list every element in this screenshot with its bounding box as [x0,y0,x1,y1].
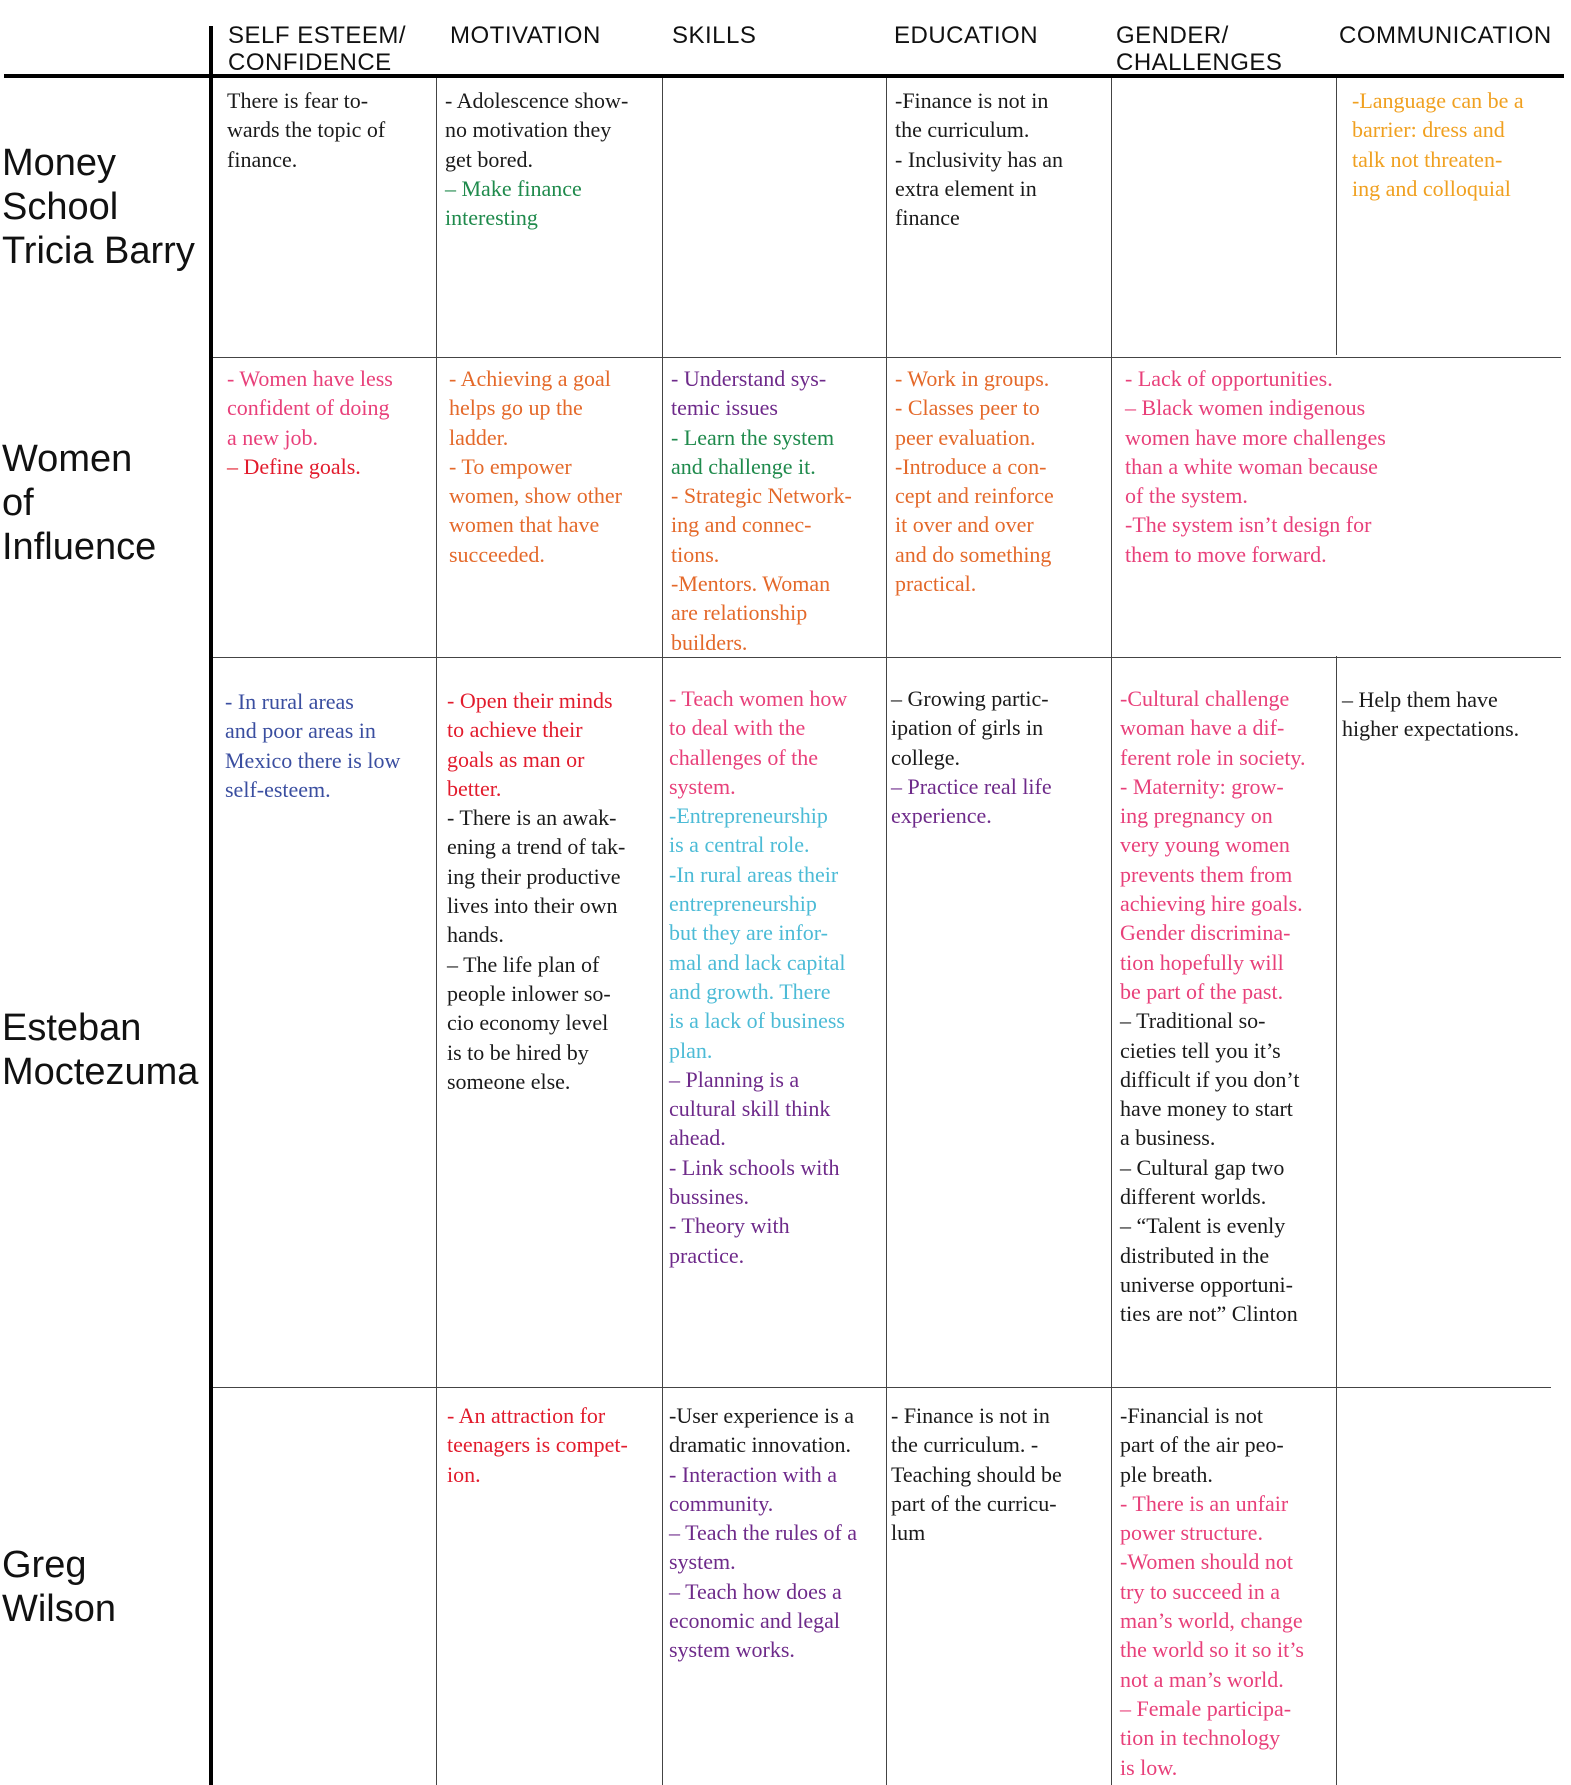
cell-text-line: – Cultural gap two [1120,1154,1285,1180]
cell-text-line: lum [891,1520,926,1546]
column-divider [1111,78,1112,1785]
cell-text-line: ing and connec- [671,512,812,538]
cell-text-line: - Strategic Network- [671,483,852,509]
row-label-money-school [2,141,195,273]
cell-text-line: distributed in the [1120,1242,1270,1268]
row-label-line: Influence [2,526,157,568]
row-label-line: Tricia Barry [2,230,195,272]
header-education [894,22,1038,49]
cell-text-line: plan. [669,1037,713,1063]
cell-text-line: is low. [1120,1754,1178,1780]
cell-text-line: -The system isn’t design for [1125,512,1372,538]
cell-text-line: have money to start [1120,1096,1293,1122]
cell-text-line: tions. [671,541,720,567]
cell-text-line: - Lack of opportunities. [1125,366,1333,391]
cell-text-line: -Mentors. Woman [671,571,831,597]
cell-text-line: - There is an awak- [447,805,617,831]
cell-money-school-motivation [445,86,628,232]
row-label-line: of [2,482,34,524]
cell-text-line: -User experience is a [669,1403,855,1428]
cell-text-line: talk not threaten- [1352,146,1503,172]
row-label-line: School [2,186,119,228]
cell-text-line: goals as man or [447,746,585,772]
cell-text-line: cio economy level [447,1010,609,1036]
header-line: SKILLS [672,22,757,49]
cell-greg-wilson-motivation [447,1401,628,1489]
cell-women-of-influence-self-esteem [227,364,393,481]
cell-text-line: no motivation they [445,117,612,143]
cell-text-line: -Introduce a con- [895,453,1047,479]
cell-text-line: try to succeed in a [1120,1578,1281,1604]
cell-text-line: -Finance is not in [895,88,1049,113]
cell-text-line: wards the topic of [227,117,386,143]
cell-text-line: – Black women indigenous [1125,395,1366,421]
cell-text-line: - Work in groups. [895,366,1050,391]
cell-text-line: it over and over [895,512,1034,538]
header-line: GENDER/ [1116,22,1229,49]
cell-text-line: -Women should not [1120,1549,1293,1575]
cell-esteban-moctezuma-motivation [447,686,625,1096]
cell-text-line: - Achieving a goal [449,366,611,391]
cell-text-line: Teaching should be [891,1461,1062,1487]
cell-text-line: ening a trend of tak- [447,834,626,860]
cell-text-line: difficult if you don’t [1120,1066,1300,1092]
header-line: SELF ESTEEM/ [228,22,407,49]
cell-text-line: - Finance is not in [891,1403,1050,1428]
cell-text-line: experience. [891,803,992,829]
cell-greg-wilson-skills [669,1401,857,1665]
cell-text-line: be part of the past. [1120,978,1284,1004]
cell-text-line: mal and lack capital [669,949,846,975]
cell-text-line: teenagers is compet- [447,1432,628,1458]
row-label-line: Women [2,438,133,480]
cell-esteban-moctezuma-gender [1120,684,1306,1329]
row-label-greg-wilson [2,1543,116,1631]
header-skills [672,22,756,49]
cell-text-line: different worlds. [1120,1184,1267,1210]
cell-text-line: -Cultural challenge [1120,686,1290,711]
cell-text-line: bussines. [669,1184,750,1210]
cell-text-line: is to be hired by [447,1039,589,1065]
cell-text-line: not a man’s world. [1120,1666,1284,1692]
cell-text-line: extra element in [895,175,1037,201]
cell-text-line: – Growing partic- [891,686,1049,711]
cell-text-line: economic and legal [669,1608,841,1634]
cell-text-line: and poor areas in [225,718,376,744]
cell-text-line: the world so it so it’s [1120,1637,1304,1663]
cell-text-line: dramatic innovation. [669,1432,852,1458]
cell-text-line: part of the air peo- [1120,1432,1284,1458]
cell-text-line: are relationship [671,600,808,626]
cell-text-line: practical. [895,571,977,597]
cell-text-line: - In rural areas [225,689,354,714]
cell-text-line: ipation of girls in [891,715,1044,741]
cell-text-line: – Planning is a [669,1066,800,1092]
cell-text-line: – Female participa- [1120,1695,1292,1721]
row-divider [213,657,1561,658]
cell-women-of-influence-skills [671,364,852,657]
cell-esteban-moctezuma-communication [1342,685,1519,744]
cell-text-line: – Define goals. [227,453,361,479]
cell-money-school-communication [1352,86,1524,203]
cell-text-line: community. [669,1490,774,1516]
cell-text-line: system. [669,1549,736,1575]
cell-text-line: - Open their minds [447,688,613,713]
cell-text-line: - Inclusivity has an [895,146,1064,172]
row-label-women-of-influence [2,437,156,569]
cell-text-line: is a central role. [669,832,810,858]
cell-text-line: universe opportuni- [1120,1271,1293,1297]
cell-text-line: – Help them have [1342,687,1498,712]
cell-text-line: them to move forward. [1125,541,1327,567]
cell-text-line: - Interaction with a [669,1461,837,1487]
cell-text-line: ing and colloquial [1352,175,1511,201]
cell-text-line: peer evaluation. [895,424,1036,450]
header-line: COMMUNICATION [1339,22,1552,49]
cell-text-line: -In rural areas their [669,861,839,887]
cell-text-line: ion. [447,1461,481,1487]
cell-text-line: part of the curricu- [891,1490,1057,1516]
cell-text-line: cieties tell you it’s [1120,1037,1281,1063]
cell-greg-wilson-education [891,1401,1062,1547]
header-line: CHALLENGES [1116,49,1283,76]
cell-text-line: – Practice real life [891,773,1052,799]
column-divider [1336,78,1337,355]
cell-text-line: -Language can be a [1352,88,1524,113]
cell-text-line: – Teach the rules of a [669,1520,858,1546]
header-gender [1116,22,1282,76]
cell-text-line: - Women have less [227,366,393,391]
cell-text-line: ferent role in society. [1120,744,1306,770]
cell-text-line: to achieve their [447,717,583,743]
cell-text-line: ing their productive [447,863,621,889]
cell-text-line: ple breath. [1120,1461,1213,1487]
cell-text-line: than a white woman because [1125,453,1378,479]
cell-text-line: man’s world, change [1120,1608,1303,1634]
cell-text-line: a new job. [227,424,319,450]
cell-text-line: challenges of the [669,744,819,770]
cell-text-line: prevents them from [1120,861,1293,887]
cell-greg-wilson-gender [1120,1401,1304,1782]
cell-text-line: a business. [1120,1125,1216,1151]
cell-women-of-influence-motivation [449,364,622,569]
cell-text-line: finance [895,205,960,231]
cell-text-line: tion hopefully will [1120,949,1284,975]
column-divider [436,78,437,1785]
cell-text-line: - Link schools with [669,1154,840,1180]
cell-text-line: of the system. [1125,483,1248,509]
cell-text-line: - There is an unfair [1120,1490,1289,1516]
cell-text-line: Gender discrimina- [1120,920,1291,946]
cell-text-line: interesting [445,205,538,231]
cell-text-line: -Financial is not [1120,1403,1263,1428]
cell-text-line: practice. [669,1242,745,1268]
row-label-line: Moctezuma [2,1051,199,1093]
cell-text-line: - Maternity: grow- [1120,773,1284,799]
row-label-divider [209,26,213,1785]
cell-text-line: women have more challenges [1125,424,1386,450]
cell-women-of-influence-education [895,364,1054,598]
cell-text-line: - Theory with [669,1213,790,1239]
cell-money-school-education [895,86,1063,232]
cell-text-line: ties are not” Clinton [1120,1301,1298,1327]
cell-text-line: and growth. There [669,978,831,1004]
row-label-esteban-moctezuma [2,1006,198,1094]
cell-text-line: better. [447,775,502,801]
cell-text-line: the curriculum. - [891,1432,1039,1458]
cell-text-line: temic issues [671,395,778,421]
cell-text-line: college. [891,744,961,770]
header-communication [1339,22,1552,49]
cell-text-line: power structure. [1120,1520,1263,1546]
cell-text-line: -Entrepreneurship [669,803,828,829]
cell-text-line: women that have [449,512,600,538]
cell-text-line: succeeded. [449,541,545,567]
cell-text-line: woman have a dif- [1120,715,1285,741]
cell-text-line: - Classes peer to [895,395,1040,421]
cell-text-line: - An attraction for [447,1403,606,1428]
cell-text-line: - Adolescence show- [445,88,629,113]
cell-text-line: hands. [447,922,504,948]
cell-text-line: system works. [669,1637,795,1663]
cell-text-line: tion in technology [1120,1725,1281,1751]
cell-text-line: is a lack of business [669,1008,845,1034]
cell-text-line: - Understand sys- [671,366,827,391]
cell-text-line: to deal with the [669,715,806,741]
cell-text-line: – Traditional so- [1120,1008,1266,1034]
cell-text-line: – Teach how does a [669,1578,842,1604]
row-label-line: Wilson [2,1588,117,1630]
header-line: EDUCATION [894,22,1039,49]
cell-money-school-self-esteem [227,86,385,174]
cell-text-line: barrier: dress and [1352,117,1505,143]
cell-text-line: achieving hire goals. [1120,891,1303,917]
cell-text-line: There is fear to- [227,88,369,113]
cell-text-line: Mexico there is low [225,747,401,773]
cell-text-line: someone else. [447,1068,571,1094]
cell-text-line: - Learn the system [671,424,835,450]
cell-text-line: higher expectations. [1342,716,1520,742]
cell-text-line: helps go up the [449,395,583,421]
row-label-line: Greg [2,1544,87,1586]
header-self-esteem [228,22,406,76]
cell-text-line: – Make finance [445,175,582,201]
cell-text-line: very young women [1120,832,1290,858]
cell-text-line: self-esteem. [225,776,331,802]
cell-esteban-moctezuma-education [891,684,1052,830]
cell-text-line: cept and reinforce [895,483,1054,509]
cell-text-line: ladder. [449,424,509,450]
cell-text-line: people inlower so- [447,980,611,1006]
cell-text-line: – The life plan of [447,951,600,977]
cell-text-line: cultural skill think [669,1096,831,1122]
cell-text-line: get bored. [445,146,533,172]
cell-text-line: the curriculum. [895,117,1030,143]
cell-text-line: women, show other [449,483,622,509]
cell-esteban-moctezuma-skills [669,684,847,1270]
row-label-line: Money [2,142,117,184]
cell-text-line: and do something [895,541,1052,567]
cell-text-line: confident of doing [227,395,390,421]
cell-text-line: finance. [227,146,298,172]
column-divider [1336,656,1337,1785]
cell-text-line: and challenge it. [671,453,816,479]
column-divider [886,78,887,1785]
cell-text-line: ahead. [669,1125,726,1151]
header-line: CONFIDENCE [228,49,392,76]
cell-esteban-moctezuma-self-esteem [225,687,400,804]
row-divider [213,1387,1551,1388]
cell-text-line: entrepreneurship [669,891,817,917]
column-divider [662,78,663,1785]
cell-text-line: system. [669,773,736,799]
cell-text-line: - Teach women how [669,686,848,711]
cell-women-of-influence-gender [1125,364,1386,569]
cell-text-line: builders. [671,629,748,655]
row-label-line: Esteban [2,1007,142,1049]
row-divider [213,357,1561,358]
header-motivation [450,22,601,49]
cell-text-line: but they are infor- [669,920,828,946]
cell-text-line: lives into their own [447,893,618,919]
header-line: MOTIVATION [450,22,601,49]
cell-text-line: ing pregnancy on [1120,803,1273,829]
cell-text-line: – “Talent is evenly [1120,1213,1286,1239]
cell-text-line: - To empower [449,453,572,479]
